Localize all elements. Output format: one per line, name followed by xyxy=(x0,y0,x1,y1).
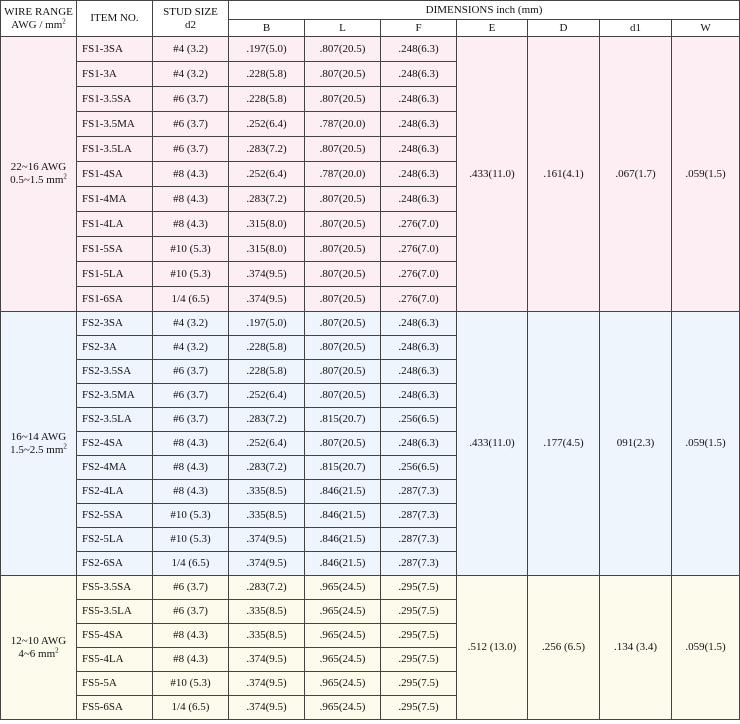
dim-l-cell: .846(21.5) xyxy=(305,480,381,504)
dim-e-cell: .512 (13.0) xyxy=(457,576,528,720)
dim-l-cell: .965(24.5) xyxy=(305,696,381,720)
item-no-cell: FS5-5A xyxy=(77,672,153,696)
dim-f-cell: .295(7.5) xyxy=(381,600,457,624)
item-no-cell: FS2-3A xyxy=(77,336,153,360)
dim-l-cell: .807(20.5) xyxy=(305,187,381,212)
dim-f-cell: .248(6.3) xyxy=(381,312,457,336)
dim-l-cell: .807(20.5) xyxy=(305,384,381,408)
dim-b-cell: .335(8.5) xyxy=(229,600,305,624)
col-header-f: F xyxy=(381,20,457,37)
dim-f-cell: .248(6.3) xyxy=(381,360,457,384)
stud-size-cell: #10 (5.3) xyxy=(153,672,229,696)
dim-w-cell: .059(1.5) xyxy=(672,37,740,312)
wire-range-mm-sup: 2 xyxy=(63,441,67,450)
item-no-cell: FS5-4SA xyxy=(77,624,153,648)
dim-f-cell: .295(7.5) xyxy=(381,624,457,648)
wire-range-header-line1: WIRE RANGE xyxy=(4,5,73,18)
col-header-b: B xyxy=(229,20,305,37)
item-no-cell: FS1-3A xyxy=(77,62,153,87)
dim-f-cell: .248(6.3) xyxy=(381,336,457,360)
dim-l-cell: .846(21.5) xyxy=(305,528,381,552)
dim-f-cell: .248(6.3) xyxy=(381,112,457,137)
stud-size-cell: #10 (5.3) xyxy=(153,528,229,552)
dim-l-cell: .846(21.5) xyxy=(305,504,381,528)
dim-l-cell: .807(20.5) xyxy=(305,262,381,287)
wire-range-cell xyxy=(1,576,77,720)
wire-range-header xyxy=(1,1,77,37)
item-no-cell: FS5-3.5SA xyxy=(77,576,153,600)
table-row xyxy=(1,37,740,62)
dim-f-cell: .287(7.3) xyxy=(381,552,457,576)
col-header-e: E xyxy=(457,20,528,37)
item-no-cell: FS2-4LA xyxy=(77,480,153,504)
dim-l-cell: .807(20.5) xyxy=(305,336,381,360)
dim-b-cell: .252(6.4) xyxy=(229,162,305,187)
item-no-cell: FS1-5SA xyxy=(77,237,153,262)
dim-w-cell: .059(1.5) xyxy=(672,576,740,720)
stud-size-cell: #8 (4.3) xyxy=(153,624,229,648)
dim-l-cell: .807(20.5) xyxy=(305,432,381,456)
dim-b-cell: .374(9.5) xyxy=(229,696,305,720)
item-no-cell: FS1-3.5SA xyxy=(77,87,153,112)
stud-size-cell: 1/4 (6.5) xyxy=(153,287,229,312)
dim-b-cell: .315(8.0) xyxy=(229,212,305,237)
table-row xyxy=(1,576,740,600)
dim-w-cell: .059(1.5) xyxy=(672,312,740,576)
dim-l-cell: .807(20.5) xyxy=(305,137,381,162)
dim-b-cell: .335(8.5) xyxy=(229,480,305,504)
stud-size-cell: #6 (3.7) xyxy=(153,408,229,432)
dim-f-cell: .248(6.3) xyxy=(381,432,457,456)
stud-size-cell: #8 (4.3) xyxy=(153,432,229,456)
stud-size-cell: 1/4 (6.5) xyxy=(153,552,229,576)
item-no-cell: FS2-4SA xyxy=(77,432,153,456)
dim-f-cell: .295(7.5) xyxy=(381,696,457,720)
stud-size-cell: #8 (4.3) xyxy=(153,480,229,504)
stud-size-cell: #8 (4.3) xyxy=(153,187,229,212)
dim-b-cell: .252(6.4) xyxy=(229,432,305,456)
item-no-cell: FS1-3SA xyxy=(77,37,153,62)
wire-range-mm-line xyxy=(1,441,76,457)
wire-range-mm-sup: 2 xyxy=(55,645,59,654)
wire-range-mm-line xyxy=(1,174,76,187)
stud-size-header xyxy=(153,1,229,37)
dim-l-cell: .807(20.5) xyxy=(305,62,381,87)
dim-l-cell: .965(24.5) xyxy=(305,648,381,672)
dim-l-cell: .807(20.5) xyxy=(305,237,381,262)
dim-b-cell: .335(8.5) xyxy=(229,504,305,528)
dim-l-cell: .846(21.5) xyxy=(305,552,381,576)
item-no-cell: FS2-5SA xyxy=(77,504,153,528)
stud-size-cell: #6 (3.7) xyxy=(153,112,229,137)
dim-f-cell: .276(7.0) xyxy=(381,237,457,262)
stud-size-cell: #6 (3.7) xyxy=(153,600,229,624)
wire-range-header-line2: AWG / $mm^2$ xyxy=(11,16,66,31)
col-header-w: W xyxy=(672,20,740,37)
item-no-cell: FS2-3SA xyxy=(77,312,153,336)
item-no-cell: FS1-3.5LA xyxy=(77,137,153,162)
dim-b-cell: .374(9.5) xyxy=(229,528,305,552)
table-row xyxy=(1,312,740,336)
stud-size-cell: #8 (4.3) xyxy=(153,648,229,672)
table-body xyxy=(1,37,740,720)
dim-b-cell: .283(7.2) xyxy=(229,408,305,432)
wire-range-awg: 22~16 AWG xyxy=(10,161,67,173)
item-no-cell: FS2-3.5SA xyxy=(77,360,153,384)
wire-range-mm: 4~6 mm xyxy=(18,647,56,660)
stud-size-cell: #6 (3.7) xyxy=(153,137,229,162)
item-no-cell: FS5-3.5LA xyxy=(77,600,153,624)
dim-l-cell: .965(24.5) xyxy=(305,624,381,648)
item-no-cell: FS1-4MA xyxy=(77,187,153,212)
item-no-cell: FS5-4LA xyxy=(77,648,153,672)
dim-f-cell: .248(6.3) xyxy=(381,384,457,408)
wire-range-mm-line xyxy=(1,645,76,661)
dim-d-cell: .161(4.1) xyxy=(528,37,600,312)
wire-range-mm: 0.5~1.5 mm xyxy=(10,174,64,186)
dim-b-cell: .197(5.0) xyxy=(229,312,305,336)
table-header xyxy=(1,1,740,37)
dim-b-cell: .228(5.8) xyxy=(229,87,305,112)
dim-b-cell: .252(6.4) xyxy=(229,112,305,137)
dim-d1-cell: 091(2.3) xyxy=(600,312,672,576)
dim-f-cell: .276(7.0) xyxy=(381,287,457,312)
dim-f-cell: .248(6.3) xyxy=(381,162,457,187)
stud-size-header-line1: STUD SIZE xyxy=(163,5,218,18)
item-no-cell: FS1-6SA xyxy=(77,287,153,312)
col-header-d: D xyxy=(528,20,600,37)
stud-size-cell: #10 (5.3) xyxy=(153,504,229,528)
stud-size-cell: #4 (3.2) xyxy=(153,62,229,87)
stud-size-cell: #10 (5.3) xyxy=(153,237,229,262)
dim-l-cell: .787(20.0) xyxy=(305,162,381,187)
dim-f-cell: .276(7.0) xyxy=(381,262,457,287)
dim-l-cell: .965(24.5) xyxy=(305,600,381,624)
stud-size-cell: #8 (4.3) xyxy=(153,162,229,187)
dim-b-cell: .197(5.0) xyxy=(229,37,305,62)
dim-f-cell: .295(7.5) xyxy=(381,576,457,600)
item-no-cell: FS2-4MA xyxy=(77,456,153,480)
stud-size-cell: #4 (3.2) xyxy=(153,37,229,62)
stud-size-cell: #6 (3.7) xyxy=(153,360,229,384)
dim-l-cell: .815(20.7) xyxy=(305,408,381,432)
stud-size-cell: #10 (5.3) xyxy=(153,262,229,287)
item-no-cell: FS1-5LA xyxy=(77,262,153,287)
dim-f-cell: .248(6.3) xyxy=(381,62,457,87)
dim-e-cell: .433(11.0) xyxy=(457,312,528,576)
dim-l-cell: .965(24.5) xyxy=(305,576,381,600)
dim-b-cell: .335(8.5) xyxy=(229,624,305,648)
wire-range-cell xyxy=(1,37,77,312)
dim-l-cell: .807(20.5) xyxy=(305,212,381,237)
dim-b-cell: .374(9.5) xyxy=(229,287,305,312)
col-header-l: L xyxy=(305,20,381,37)
dim-f-cell: .248(6.3) xyxy=(381,187,457,212)
dim-b-cell: .252(6.4) xyxy=(229,384,305,408)
dim-l-cell: .807(20.5) xyxy=(305,37,381,62)
dim-l-cell: .807(20.5) xyxy=(305,87,381,112)
dim-d1-cell: .134 (3.4) xyxy=(600,576,672,720)
dim-e-cell: .433(11.0) xyxy=(457,37,528,312)
dim-b-cell: .283(7.2) xyxy=(229,576,305,600)
wire-range-awg: 16~14 AWG xyxy=(10,430,67,443)
dim-l-cell: .965(24.5) xyxy=(305,672,381,696)
item-no-cell: FS2-5LA xyxy=(77,528,153,552)
wire-range-awg: 12~10 AWG xyxy=(10,634,67,647)
dim-f-cell: .295(7.5) xyxy=(381,672,457,696)
stud-size-cell: #8 (4.3) xyxy=(153,212,229,237)
dim-f-cell: .248(6.3) xyxy=(381,37,457,62)
wire-range-cell xyxy=(1,312,77,576)
dim-b-cell: .374(9.5) xyxy=(229,552,305,576)
dim-f-cell: .276(7.0) xyxy=(381,212,457,237)
wire-range-header-sup: 2 xyxy=(62,16,66,25)
dim-b-cell: .283(7.2) xyxy=(229,187,305,212)
dim-f-cell: .248(6.3) xyxy=(381,137,457,162)
item-no-cell: FS2-6SA xyxy=(77,552,153,576)
dim-d1-cell: .067(1.7) xyxy=(600,37,672,312)
dim-f-cell: .287(7.3) xyxy=(381,504,457,528)
item-no-cell: FS1-3.5MA xyxy=(77,112,153,137)
stud-size-cell: #6 (3.7) xyxy=(153,87,229,112)
dim-l-cell: .787(20.0) xyxy=(305,112,381,137)
dim-f-cell: .256(6.5) xyxy=(381,456,457,480)
item-no-cell: FS2-3.5MA xyxy=(77,384,153,408)
stud-size-cell: #8 (4.3) xyxy=(153,456,229,480)
stud-size-header-line2: d2 xyxy=(185,18,196,31)
col-header-d1: d1 xyxy=(600,20,672,37)
stud-size-cell: #6 (3.7) xyxy=(153,576,229,600)
item-no-cell: FS1-4LA xyxy=(77,212,153,237)
item-no-header: ITEM NO. xyxy=(77,1,153,37)
dim-l-cell: .807(20.5) xyxy=(305,360,381,384)
stud-size-cell: #4 (3.2) xyxy=(153,312,229,336)
dim-b-cell: .228(5.8) xyxy=(229,360,305,384)
dim-f-cell: .287(7.3) xyxy=(381,480,457,504)
dim-l-cell: .807(20.5) xyxy=(305,312,381,336)
dim-b-cell: .283(7.2) xyxy=(229,456,305,480)
stud-size-cell: #6 (3.7) xyxy=(153,384,229,408)
item-no-cell: FS2-3.5LA xyxy=(77,408,153,432)
dim-b-cell: .315(8.0) xyxy=(229,237,305,262)
dim-b-cell: .374(9.5) xyxy=(229,672,305,696)
dim-b-cell: .374(9.5) xyxy=(229,262,305,287)
wire-range-mm-sup: 2 xyxy=(63,172,67,181)
dim-b-cell: .228(5.8) xyxy=(229,336,305,360)
dim-b-cell: .374(9.5) xyxy=(229,648,305,672)
stud-size-cell: 1/4 (6.5) xyxy=(153,696,229,720)
stud-size-cell: #4 (3.2) xyxy=(153,336,229,360)
item-no-cell: FS5-6SA xyxy=(77,696,153,720)
dim-d-cell: .177(4.5) xyxy=(528,312,600,576)
dim-f-cell: .256(6.5) xyxy=(381,408,457,432)
wire-range-mm: 1.5~2.5 mm xyxy=(10,443,64,456)
dim-b-cell: .228(5.8) xyxy=(229,62,305,87)
dim-f-cell: .248(6.3) xyxy=(381,87,457,112)
dimensions-header: DIMENSIONS inch (mm) xyxy=(229,1,740,20)
dim-l-cell: .815(20.7) xyxy=(305,456,381,480)
dim-f-cell: .295(7.5) xyxy=(381,648,457,672)
dim-d-cell: .256 (6.5) xyxy=(528,576,600,720)
dim-b-cell: .283(7.2) xyxy=(229,137,305,162)
item-no-cell: FS1-4SA xyxy=(77,162,153,187)
dim-f-cell: .287(7.3) xyxy=(381,528,457,552)
dim-l-cell: .807(20.5) xyxy=(305,287,381,312)
